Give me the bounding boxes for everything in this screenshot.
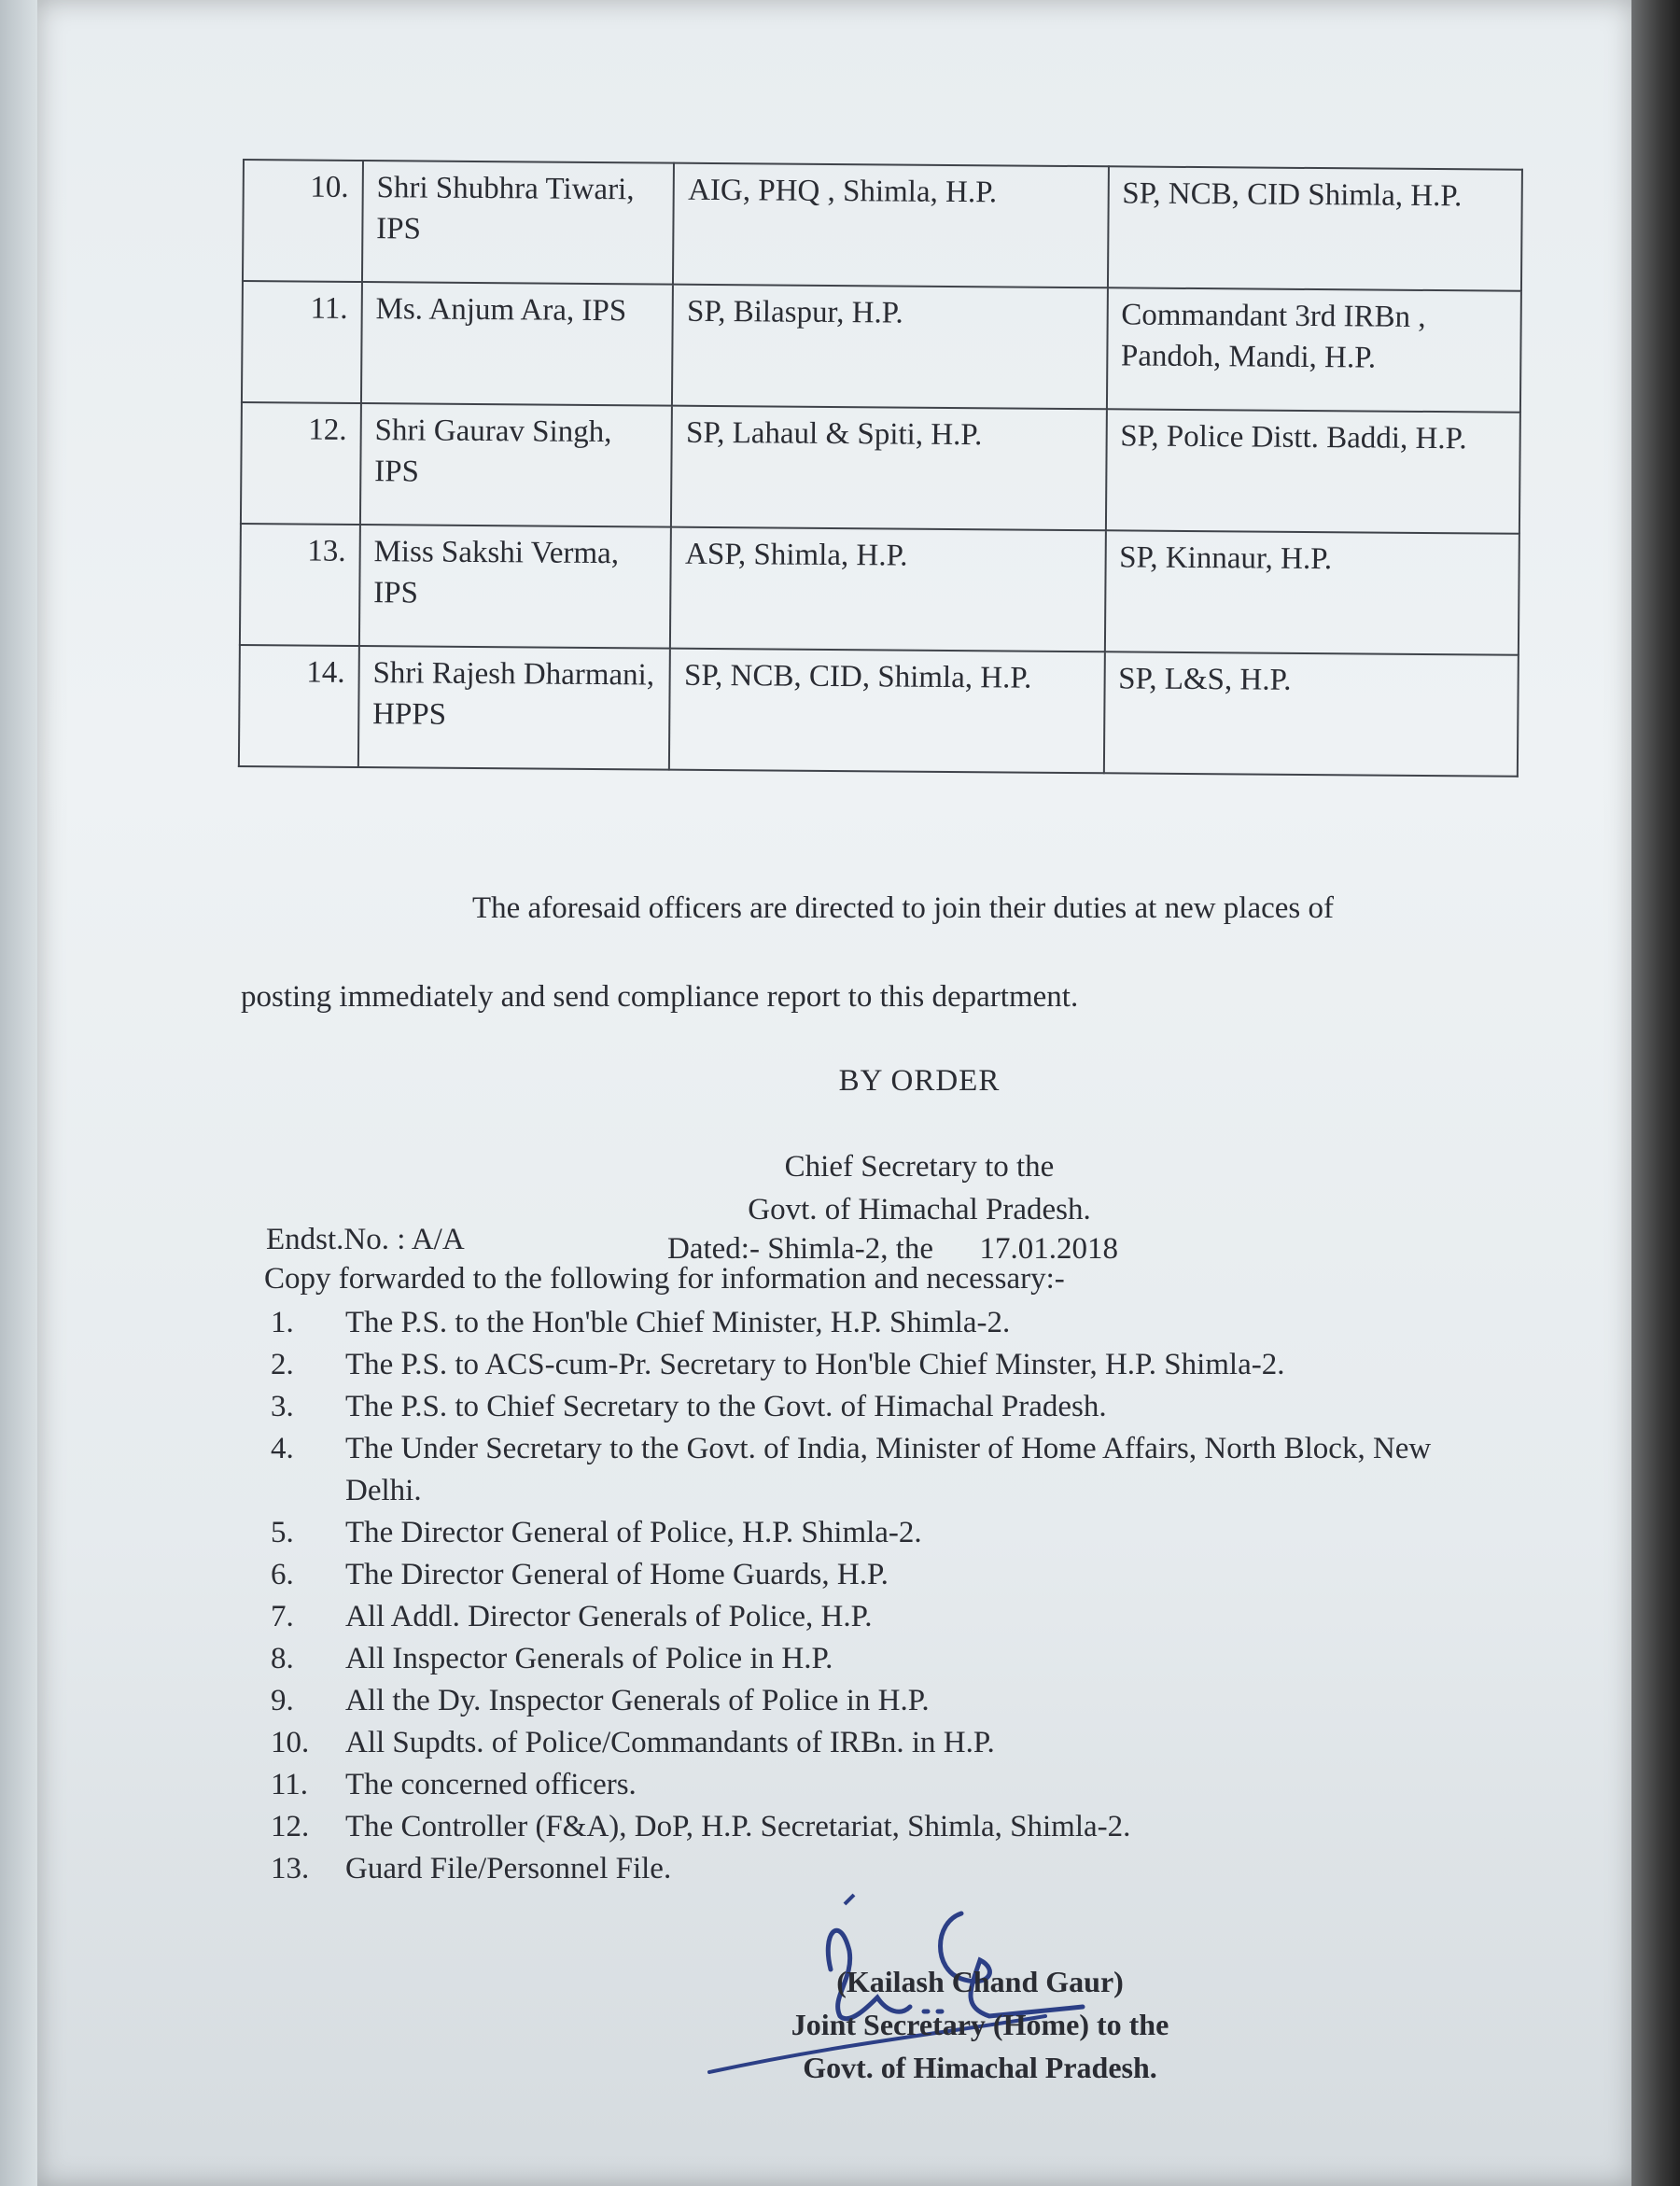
list-item-number: 2. [271,1348,294,1381]
from-posting-cell: SP, Bilaspur, H.P. [672,285,1107,410]
list-item-text: The Director General of Home Guards, H.P. [345,1558,889,1591]
govt-line: Govt. of Himachal Pradesh. [748,1193,1091,1226]
copy-forwarded-line: Copy forwarded to the following for information and necessary:- [264,1262,1065,1296]
instruction-paragraph-line2: posting immediately and send compliance report to this department. [241,980,1079,1014]
list-item-text: The Controller (F&A), DoP, H.P. Secretariat, Shimla, Shimla-2. [345,1810,1131,1843]
from-posting-cell: SP, Lahaul & Spiti, H.P. [671,406,1106,531]
from-posting-cell: AIG, PHQ , Shimla, H.P. [673,163,1108,288]
serial-number-cell: 10. [243,160,363,282]
list-item-text: All Inspector Generals of Police in H.P. [345,1642,833,1675]
copy-recipients-list [271,1302,1484,1890]
list-item-text: Guard File/Personnel File. [345,1852,672,1885]
officer-name-cell: Ms. Anjum Ara, IPS [361,282,674,406]
list-item-text: The concerned officers. [345,1768,637,1801]
to-posting-cell: SP, NCB, CID Shimla, H.P. [1108,166,1522,290]
by-order-heading: BY ORDER [838,1064,1001,1098]
list-item [271,1344,1484,1386]
list-item-number: 13. [271,1852,310,1885]
list-item [271,1302,1484,1344]
list-item [271,1722,1484,1764]
endorsement-date: Dated:- Shimla-2, the 17.01.2018 [667,1232,1119,1266]
list-item-text: All the Dy. Inspector Generals of Police in H.P. [345,1684,930,1717]
list-item-number: 11. [271,1768,309,1801]
from-posting-cell: ASP, Shimla, H.P. [670,527,1105,652]
scan-right-edge [1631,0,1680,2186]
chief-secretary-line: Chief Secretary to the [784,1150,1055,1184]
list-item-number: 6. [271,1558,294,1591]
list-item [271,1554,1484,1596]
table-row [242,281,1521,413]
list-item-text: The P.S. to ACS-cum-Pr. Secretary to Hon'ble Chief Minster, H.P. Shimla-2. [345,1348,1285,1381]
serial-number-cell: 13. [240,524,360,646]
to-posting-cell: SP, Kinnaur, H.P. [1104,530,1519,654]
list-item [271,1638,1484,1680]
instruction-paragraph-line1: The aforesaid officers are directed to join their duties at new places of [472,891,1335,925]
officer-name-cell: Miss Sakshi Verma, IPS [359,525,672,649]
serial-number-cell: 11. [242,281,362,403]
table-row [240,524,1519,655]
to-posting-cell: Commandant 3rd IRBn , Pandoh, Mandi, H.P. [1106,287,1520,412]
serial-number-cell: 12. [241,402,361,525]
signatory-govt: Govt. of Himachal Pradesh. [803,2051,1157,2084]
list-item-number: 8. [271,1642,294,1675]
list-item [271,1806,1484,1848]
from-posting-cell: SP, NCB, CID, Shimla, H.P. [669,649,1104,774]
list-item [271,1764,1484,1806]
table-row [239,645,1519,777]
list-item-number: 7. [271,1600,294,1633]
postings-table [238,159,1523,778]
list-item-text: The P.S. to the Hon'ble Chief Minister, H.P. Shimla-2. [345,1306,1011,1339]
list-item-text: The Under Secretary to the Govt. of India, Minister of Home Affairs, North Block, New Delhi. [345,1432,1432,1507]
endorsement-number: Endst.No. : A/A [266,1223,465,1256]
list-item-number: 10. [271,1726,310,1759]
list-item-text: The Director General of Police, H.P. Shimla-2. [345,1516,922,1549]
list-item-number: 3. [271,1390,294,1423]
list-item-text: All Supdts. of Police/Commandants of IRBn. in H.P. [345,1726,995,1759]
to-posting-cell: SP, Police Distt. Baddi, H.P. [1105,409,1519,533]
table-row [241,402,1520,534]
signatory-name: (Kailash Chand Gaur) [836,1965,1124,1998]
list-item [271,1386,1484,1428]
officer-name-cell: Shri Shubhra Tiwari, IPS [362,161,675,285]
to-posting-cell: SP, L&S, H.P. [1103,652,1518,776]
scan-left-edge [0,0,37,2186]
list-item [271,1512,1484,1554]
list-item-text: All Addl. Director Generals of Police, H.P. [345,1600,873,1633]
signatory-designation: Joint Secretary (Home) to the [791,2008,1169,2041]
table-row [243,160,1522,291]
serial-number-cell: 14. [239,645,359,767]
list-item-number: 5. [271,1516,294,1549]
list-item-number: 1. [271,1306,294,1339]
officer-name-cell: Shri Rajesh Dharmani, HPPS [358,646,671,770]
list-item-number: 4. [271,1432,294,1465]
list-item-number: 12. [271,1810,310,1843]
list-item [271,1596,1484,1638]
signatory-block [747,1960,1213,2089]
list-item [271,1680,1484,1722]
list-item-number: 9. [271,1684,294,1717]
officer-name-cell: Shri Gaurav Singh, IPS [360,403,673,527]
list-item-text: The P.S. to Chief Secretary to the Govt. of Himachal Pradesh. [345,1390,1107,1423]
list-item [271,1428,1484,1512]
